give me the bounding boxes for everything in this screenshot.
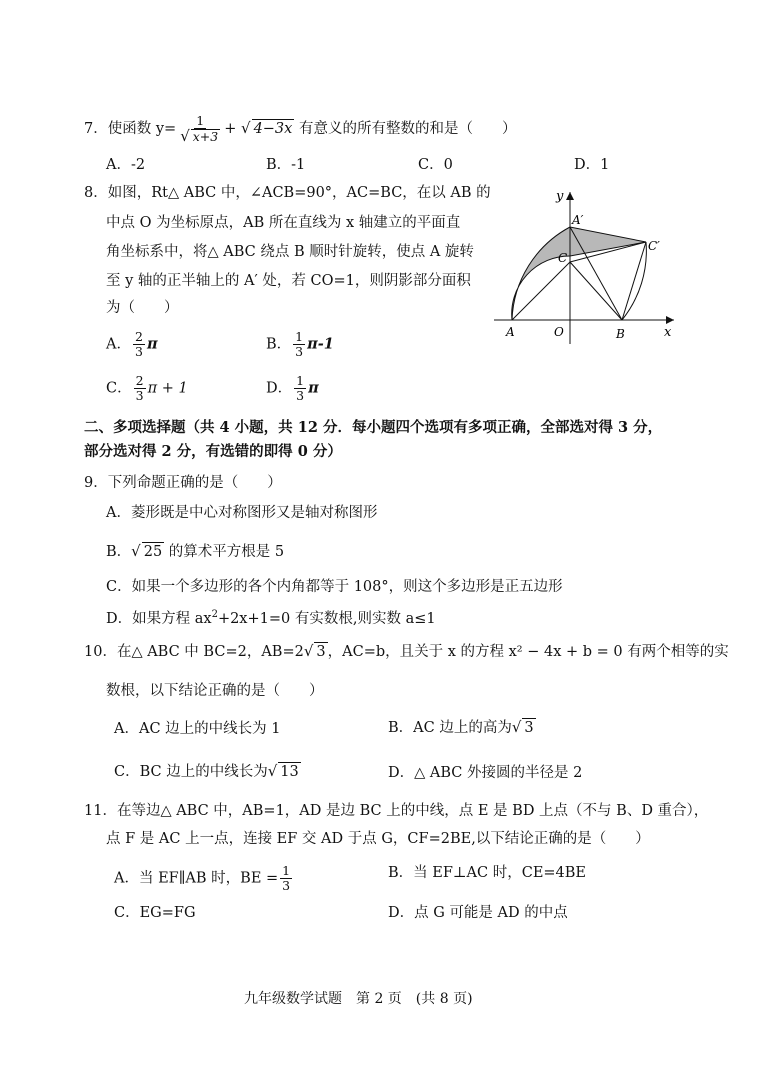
q8-line-2: 中点 O 为坐标原点，AB 所在直线为 x 轴建立的平面直: [106, 215, 461, 231]
page-footer: 九年级数学试题 第 2 页 (共 8 页): [244, 991, 473, 1007]
q11-line-2: 点 F 是 AC 上一点，连接 EF 交 AD 于点 G，CF=2BE,以下结论正确的是（ ）: [106, 831, 650, 847]
label-c: C: [558, 251, 568, 265]
segment-c-b: [570, 262, 622, 320]
label-b: B: [616, 327, 625, 341]
label-y: y: [556, 189, 564, 204]
label-a-prime: A′: [572, 213, 584, 227]
q9-stem: 9．下列命题正确的是（ ）: [84, 475, 282, 491]
q10-option-b: B．AC 边上的高为√ 3: [388, 718, 534, 736]
q7-fraction: $\frac{1}{√ x+3}$: [180, 113, 219, 145]
label-x: x: [664, 325, 672, 340]
q11-option-c: C．EG=FG: [114, 905, 196, 921]
label-c-prime: C′: [648, 239, 660, 253]
q10-stem-line-2: 数根，以下结论正确的是（ ）: [106, 683, 324, 699]
q10-option-c: C．BC 边上的中线长为√ 13: [114, 762, 299, 780]
q8-line-1: 8．如图，Rt△ ABC 中，∠ACB=90°，AC=BC，在以 AB 的: [84, 185, 491, 201]
section-2-heading: 二、多项选择题（共 4 小题，共 12 分．每小题四个选项有多项正确，全部选对得 3 分， 部分选对得 2 分，有选错的即得 0 分）: [84, 419, 663, 460]
label-o: O: [554, 325, 564, 339]
q7-option-c: C．0: [418, 157, 453, 173]
q11-option-b: B．当 EF⊥AC 时，CE=4BE: [388, 865, 587, 881]
q10-stem-line-1: 10．在△ ABC 中 BC=2，AB=2√ 3 ，AC=b，且关于 x 的方程 x² − 4x + b = 0 有两个相等的实: [84, 642, 729, 660]
q8-option-c: C． $\frac{2}{3}$ π + 1: [106, 373, 188, 403]
q11-line-1: 11．在等边△ ABC 中，AB=1，AD 是边 BC 上的中线，点 E 是 BD 上点（不与 B、D 重合），: [84, 803, 709, 819]
y-axis-arrow: [566, 192, 574, 200]
q8-option-a: A． $\frac{2}{3}$ π: [106, 329, 158, 359]
q8-option-b: B． $\frac{1}{3}$ π-1: [266, 329, 334, 359]
q7-stem: 7．使函数 y= $\frac{1}{√ x+3}$ + √ 4−3x 有意义的所有整数的和是（ ）: [84, 113, 517, 145]
q9-option-a: A．菱形既是中心对称图形又是轴对称图形: [106, 505, 378, 521]
q7-option-a: A．-2: [106, 157, 146, 173]
q11-option-a: A．当 EF∥AB 时，BE = $\frac{1}{3}$: [114, 863, 291, 893]
q10-option-d: D．△ ABC 外接圆的半径是 2: [388, 765, 583, 781]
q9-option-b: B．√ 25 的算术平方根是 5: [106, 542, 285, 560]
q8-option-d: D． $\frac{1}{3}$ π: [266, 373, 319, 403]
label-a: A: [506, 325, 515, 339]
x-axis-arrow: [666, 316, 674, 324]
q7-radicand-2: 4−3x: [253, 121, 293, 137]
q10-option-a: A．AC 边上的中线长为 1: [114, 721, 281, 737]
q8-line-3: 角坐标系中，将△ ABC 绕点 B 顺时针旋转，使点 A 旋转: [106, 244, 474, 260]
q8-figure: [488, 186, 688, 346]
q7-radicand-1: x+3: [192, 129, 219, 144]
q9-option-d: D．如果方程 $ax^2+2x+1=0$ 有实数根,则实数 a≤1: [106, 609, 436, 627]
q11-option-d: D．点 G 可能是 AD 的中点: [388, 905, 568, 921]
q9-radicand: 25: [143, 544, 163, 560]
q7-number: 7．: [84, 121, 108, 137]
q9-option-c: C．如果一个多边形的各个内角都等于 108°，则这个多边形是正五边形: [106, 579, 563, 595]
q7-post: 有意义的所有整数的和是（ ）: [298, 121, 517, 137]
q8-line-5: 为（ ）: [106, 300, 179, 316]
segment-a-c: [512, 262, 570, 320]
q7-option-d: D．1: [574, 157, 610, 173]
q8-line-4: 至 y 轴的正半轴上的 A′ 处，若 CO=1，则阴影部分面积: [106, 273, 471, 289]
q7-pre: 使函数 y=: [107, 121, 177, 137]
q7-option-b: B．-1: [266, 157, 306, 173]
